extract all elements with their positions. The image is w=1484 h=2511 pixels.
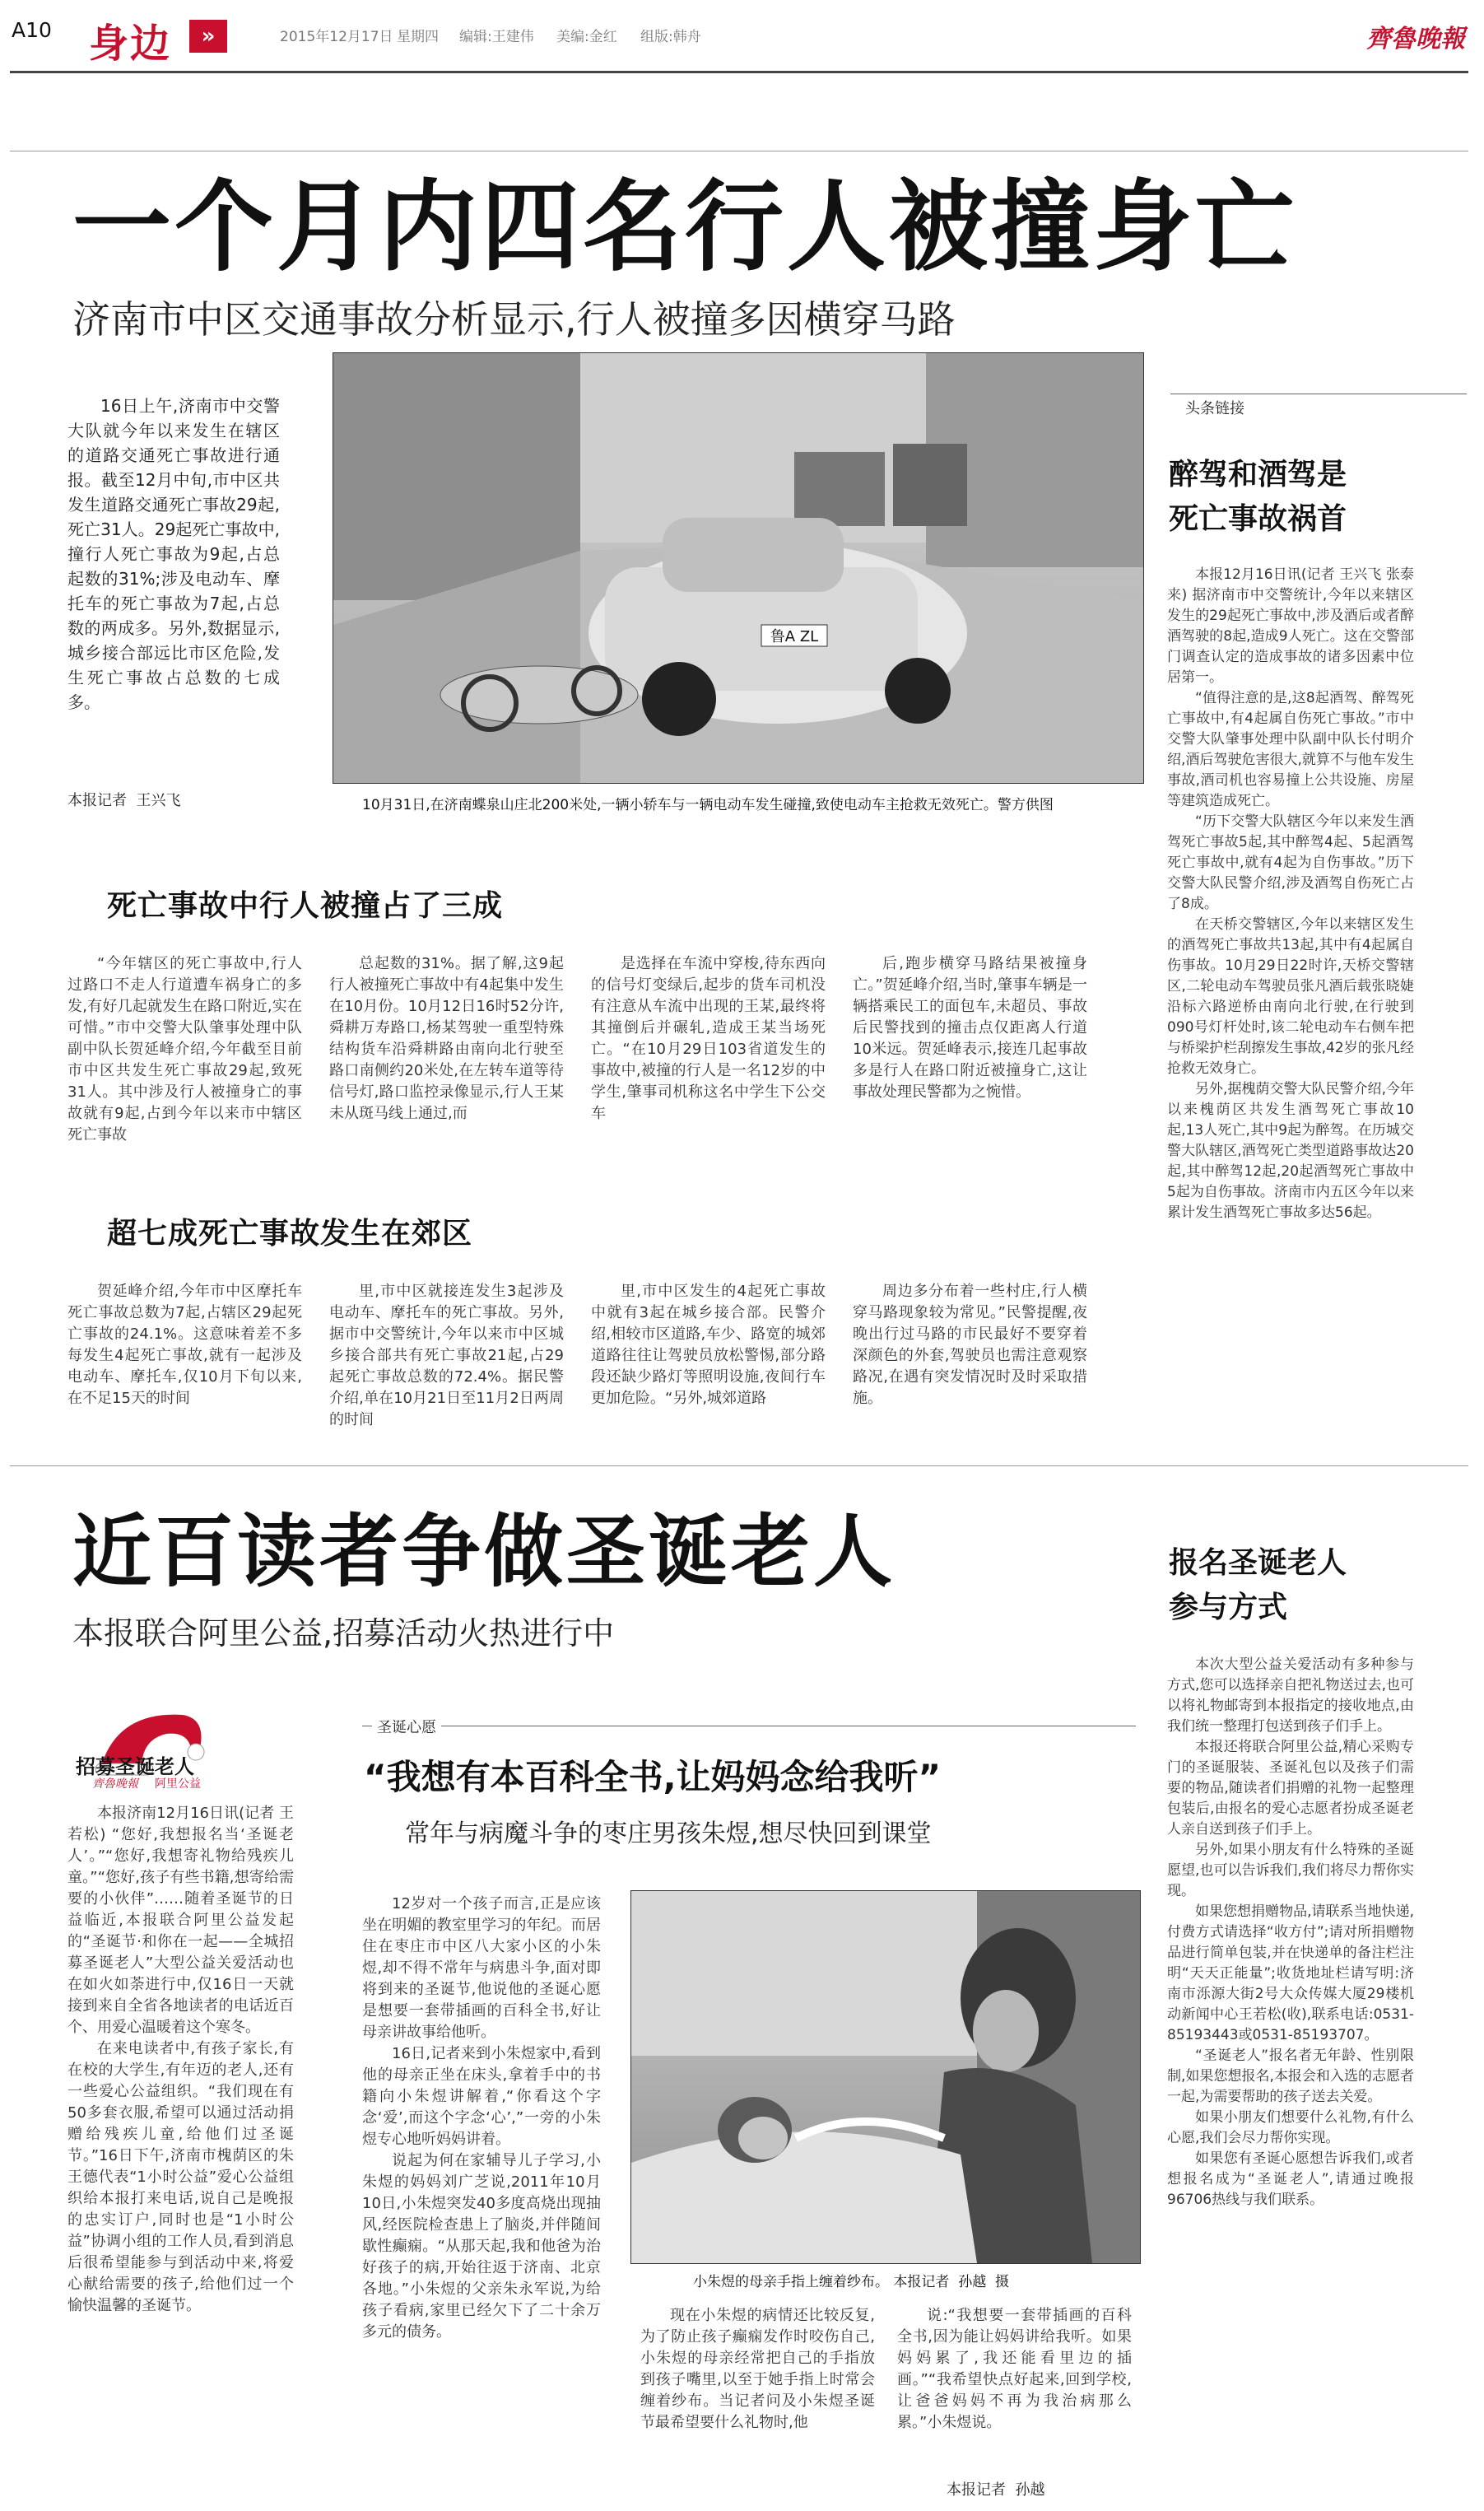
- crash-photo-caption: 10月31日,在济南蝶泉山庄北200米处,一辆小轿车与一辆电动车发生碰撞,致使电动车主抢救无效死亡。警方供图: [362, 797, 1054, 813]
- story-divider: [10, 1465, 1468, 1466]
- crash-scene-illustration: [333, 353, 1143, 783]
- sidebar1-title-line2: 死亡事故祸首: [1169, 502, 1347, 536]
- masthead-editor: 编辑:王建伟: [459, 29, 534, 45]
- story2-left-column: 本报济南12月16日讯(记者 王若松) “您好,我想报名当‘圣诞老人’。”“您好,我想寄礼物给残疾儿童。”“您好,孩子有些书籍,想寄给需要的小伙伴”……随着圣诞节的日益临近,本报联合阿里公益发起的“圣诞节·和你在一起——全城招募圣诞老人”大型公益关爱活动也在如火如荼进行中,仅16日一天就接到来自全省各地读者的电话近百个、用爱心温暖着这个寒冬。 在来电读者中,有孩子家长,有在校的大学生,有年迈的老人,还有一些爱心公益组织。“我们现在有50多套衣服,希望可以通过活动捐赠给残疾儿童,给他们过圣诞节。”16日下午,济南市槐荫区的朱王德代表“1小时公益”爱心公益组织给本报打来电话,说自己是晚报的忠实订户,同时也是“1小时公益”协调小组的工作人员,看到消息后很希望能参与到活动中来,将爱心献给需要的孩子,给他们过一个愉快温馨的圣诞节。: [67, 1805, 294, 2314]
- logo-title: 招募圣诞老人: [76, 1755, 194, 1778]
- sidebar2-title-line1: 报名圣诞老人: [1169, 1546, 1347, 1580]
- page-number: A10: [12, 18, 52, 42]
- logo-sub2: 阿里公益: [155, 1777, 201, 1791]
- newspaper-logo: 齊魯晚報: [1366, 25, 1465, 54]
- logo-sub: 齊魯晚報: [92, 1777, 138, 1791]
- feature-bottom-col2: 说:“我想要一套带插画的百科全书,因为能让妈妈讲给我听。如果妈妈累了,我还能看里边的插画。”“我希望快点好起来,回到学校,让爸爸妈妈不再为我治病那么累。”小朱煜说。: [897, 2307, 1132, 2431]
- story1-section2-col4: 周边多分布着一些村庄,行人横穿马路现象较为常见。”民警提醒,夜晚出行过马路的市民最好不要穿着深颜色的外套,驾驶员也需注意观察路况,在遇有突发情况时及时采取措施。: [853, 1283, 1087, 1407]
- story1-headline: 一个月内四名行人被撞身亡: [72, 170, 1297, 285]
- sidebar1-title-line1: 醉驾和酒驾是: [1169, 458, 1347, 491]
- story1-section2-col3: 里,市中区发生的4起死亡事故中就有3起在城乡接合部。民警介绍,相较市区道路,车少、路宽的城郊道路往往让驾驶员放松警惕,部分路段还缺少路灯等照明设施,夜间行车更加危险。“另外,城郊道路: [591, 1283, 826, 1407]
- crash-photo: [333, 352, 1144, 784]
- story1-lead: 16日上午,济南市中交警大队就今年以来发生在辖区的道路交通死亡事故进行通报。截至12月中旬,市中区共发生道路交通死亡事故29起,死亡31人。29起死亡事故中,撞行人死亡事故为9起,占总起数的31%;涉及电动车、摩托车的死亡事故为7起,占总数的两成多。另外,数据显示,城乡接合部远比市区危险,发生死亡事故占总数的七成多。: [67, 396, 280, 712]
- sidebar2-body: 本次大型公益关爱活动有多种参与方式,您可以选择亲自把礼物送过去,也可以将礼物邮寄到本报指定的接收地点,由我们统一整理打包送到孩子们手上。 本报还将联合阿里公益,精心采购专门的圣诞服装、圣诞礼包以及孩子们需要的物品,随读者们捐赠的礼物一起整理包装后,由报名的爱心志愿者扮成圣诞老人亲自送到孩子们手上。 另外,如果小朋友有什么特殊的圣诞愿望,也可以告诉我们,我们将尽力帮你实现。 如果您想捐赠物品,请联系当地快递,付费方式请选择“收方付”;请对所捐赠物品进行简单包装,并在快递单的备注栏注明“天天正能量”;收货地址栏请写明:济南市泺源大街2号大众传媒大厦29楼机动新闻中心王若松(收),联系电话:0531-85193443或0531-85193707。 “圣诞老人”报名者无年龄、性别限制,如果您想报名,本报会和入选的志愿者一起,为需要帮助的孩子送去关爱。 如果小朋友们想要什么礼物,有什么心愿,我们会尽力帮你实现。 如果您有圣诞心愿想告诉我们,或者想报名成为“圣诞老人”,请通过晚报96706热线与我们联系。: [1167, 1656, 1414, 2208]
- story1-subhead: 济南市中区交通事故分析显示,行人被撞多因横穿马路: [72, 297, 956, 342]
- story2-subhead: 本报联合阿里公益,招募活动火热进行中: [72, 1615, 615, 1651]
- story1-section1-col1: “今年辖区的死亡事故中,行人过路口不走人行道遭车祸身亡的多发,有好几起就发生在路口附近,实在可惜。”市中交警大队肇事处理中队副中队长贺延峰介绍,今年截至目前市中区共发生死亡事故29起,致死31人。其中涉及行人被撞身亡的事故就有9起,占到今年以来市中辖区死亡事故: [67, 955, 302, 1144]
- masthead-weekday: 星期四: [397, 29, 439, 45]
- masthead-date: 2015年12月17日: [280, 29, 393, 45]
- feature-bottom-col1: 现在小朱煜的病情还比较反复,为了防止孩子癫痫发作时咬伤自己,小朱煜的母亲经常把自己的手指放到孩子嘴里,以至于她手指上时常会缠着纱布。当记者问及小朱煜圣诞节最希望要什么礼物时,他: [640, 2307, 875, 2431]
- story1-section1-col3: 是选择在车流中穿梭,待东西向的信号灯变绿后,起步的货车司机没有注意从车流中出现的王某,最终将其撞倒后并碾轧,造成王某当场死亡。“在10月29日103省道发生的事故中,被撞的行人是一名12岁的中学生,肇事司机称这名中学生下公交车: [591, 955, 826, 1122]
- feature-title: “我想有本百科全书,让妈妈念给我听”: [364, 1757, 942, 1797]
- feature-byline: 本报记者 孙越: [947, 2481, 1045, 2499]
- story2-headline: 近百读者争做圣诞老人: [72, 1506, 896, 1598]
- sidebar2-title-line2: 参与方式: [1169, 1591, 1288, 1624]
- story1-section2-title: 超七成死亡事故发生在郊区: [107, 1217, 473, 1251]
- svg-text:鲁A ZL: 鲁A ZL: [770, 628, 819, 645]
- feature-subtitle: 常年与病魔斗争的枣庄男孩朱煜,想尽快回到课堂: [405, 1819, 932, 1848]
- section-chevron-icon: »: [189, 20, 227, 53]
- feature-left-column: 12岁对一个孩子而言,正是应该坐在明媚的教室里学习的年纪。而居住在枣庄市中区八大家小区的小朱煜,却不得不常年与病患斗争,面对即将到来的圣诞节,他说他的圣诞心愿是想要一套带插画的百科全书,好让母亲讲故事给他听。 16日,记者来到小朱煜家中,看到他的母亲正坐在床头,拿着手中的书籍向小朱煜讲解着,“你看这个字念‘爱’,而这个字念‘心’,”一旁的小朱煜专心地听妈妈讲着。 说起为何在家辅导儿子学习,小朱煜的妈妈刘广芝说,2011年10月10日,小朱煜突发40多度高烧出现抽风,经医院检查患上了脑炎,并伴随间歇性癫痫。“从那天起,我和他爸为治好孩子的病,开始往返于济南、北京各地。”小朱煜的父亲朱永军说,为给孩子看病,家里已经欠下了二十余万多元的债务。: [362, 1895, 601, 2341]
- mother-child-photo-caption: 小朱煜的母亲手指上缠着纱布。 本报记者 孙越 摄: [693, 2274, 1010, 2290]
- story1-section1-col4: 后,跑步横穿马路结果被撞身亡。”贺延峰介绍,当时,肇事车辆是一辆搭乘民工的面包车,未超员、事故后民警找到的撞击点仅距离人行道10米远。贺延峰表示,接连几起事故多是行人在路口附近被撞身亡,这让事故处理民警都为之惋惜。: [853, 955, 1087, 1101]
- christmas-campaign-logo: [76, 1703, 298, 1793]
- mother-child-photo: [630, 1890, 1141, 2264]
- story1-section2-col2: 里,市中区就接连发生3起涉及电动车、摩托车的死亡事故。另外,据市中交警统计,今年以来市中区城乡接合部共有死亡事故21起,占29起死亡事故总数的72.4%。据民警介绍,单在10月21日至11月2日两周的时间: [329, 1283, 564, 1428]
- masthead-art: 美编:金红: [556, 29, 617, 45]
- mother-child-illustration: [631, 1891, 1140, 2263]
- feature-tag: 圣诞心愿: [372, 1716, 441, 1737]
- section-label: 身边: [89, 21, 172, 67]
- story1-section1-title: 死亡事故中行人被撞占了三成: [107, 889, 504, 923]
- story1-section2-col1: 贺延峰介绍,今年市中区摩托车死亡事故总数为7起,占辖区29起死亡事故的24.1%。这意味着差不多每发生4起死亡事故,就有一起涉及电动车、摩托车,仅10月下旬以来,在不足15天的时间: [67, 1283, 302, 1407]
- sidebar1-tag: 头条链接: [1180, 397, 1249, 418]
- sidebar1-body: 本报12月16日讯(记者 王兴飞 张泰来) 据济南市中交警统计,今年以来辖区发生的29起死亡事故中,涉及酒后或者醉酒驾驶的8起,造成9人死亡。这在交警部门调查认定的造成事故的诸多因素中位居第一。 “值得注意的是,这8起酒驾、醉驾死亡事故中,有4起属自伤死亡事故。”市中交警大队肇事处理中队副中队长付明介绍,酒后驾驶危害很大,就算不与他车发生事故,酒司机也容易撞上公共设施、房屋等建筑造成死亡。 “历下交警大队辖区今年以来发生酒驾死亡事故5起,其中醉驾4起、5起酒驾死亡事故中,就有4起为自伤事故。”历下交警大队民警介绍,涉及酒驾自伤死亡占了8成。 在天桥交警辖区,今年以来辖区发生的酒驾死亡事故共13起,其中有4起属自伤事故。10月29日22时许,天桥交警辖区,二轮电动车驾驶员张凡酒后载张晓婕沿标六路逆桥由南向北行驶,在行驶到090号灯杆处时,该二轮电动车右侧车把与桥梁护栏刮擦发生事故,42岁的张凡经抢救无效身亡。 另外,据槐荫交警大队民警介绍,今年以来槐荫区共发生酒驾死亡事故10起,13人死亡,其中9起为醉驾。在历城交警大队辖区,酒驾死亡类型道路事故达20起,其中醉驾12起,20起酒驾死亡事故中5起为自伤事故。济南市内五区今年以来累计发生酒驾死亡事故多达56起。: [1167, 566, 1414, 1221]
- story1-section1-col2: 总起数的31%。据了解,这9起行人被撞死亡事故中有4起集中发生在10月份。10月12日16时52分许,舜耕万寿路口,杨某驾驶一重型特殊结构货车沿舜耕路由南向北行驶至路口南侧约20米处,在左转车道等待信号灯,路口监控录像显示,行人王某未从斑马线上通过,而: [329, 955, 564, 1122]
- masthead-layout: 组版:韩舟: [640, 29, 701, 45]
- story1-byline: 本报记者 王兴飞: [67, 792, 181, 809]
- masthead-rule: [10, 71, 1468, 73]
